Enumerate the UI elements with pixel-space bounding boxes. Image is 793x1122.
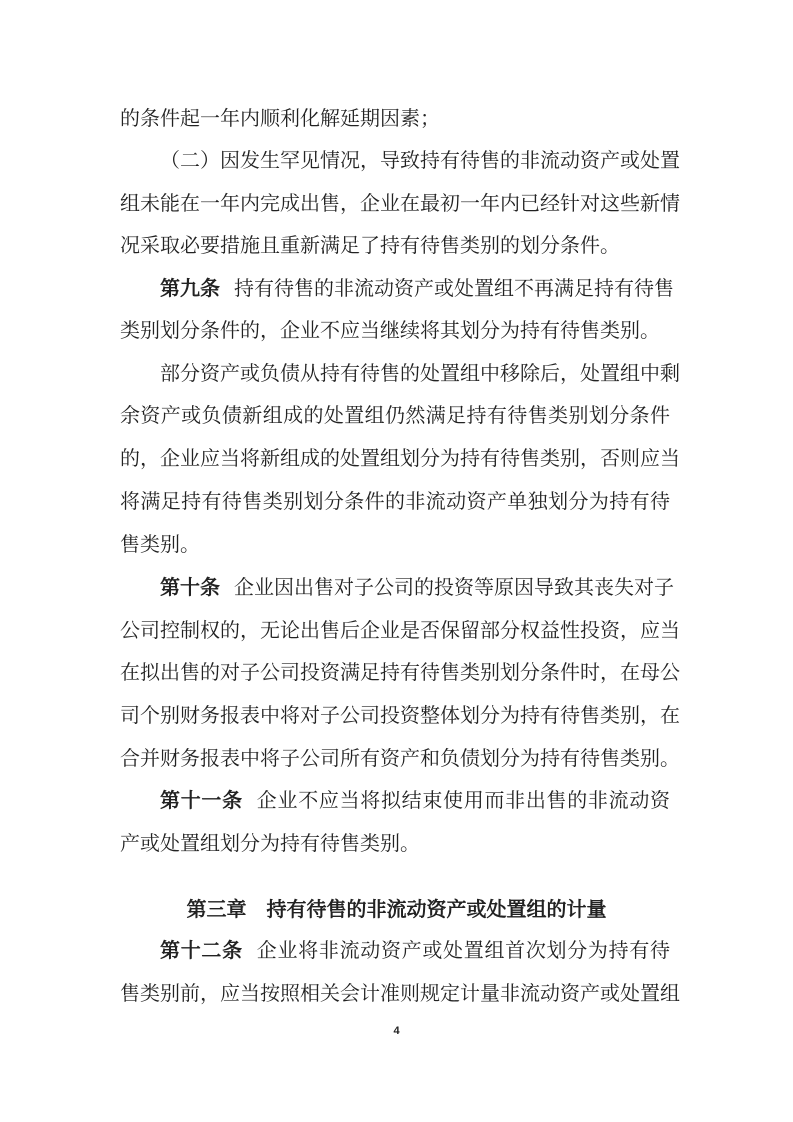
line-text: 售类别。	[120, 532, 200, 556]
paragraph-line	[120, 657, 680, 687]
line-text: 产或处置组划分为持有待售类别。	[120, 831, 420, 855]
article-number: 第十条	[160, 575, 220, 599]
line-text: 在拟出售的对子公司投资满足持有待售类别划分条件时，在母公	[120, 660, 680, 684]
paragraph-line	[160, 358, 680, 388]
line-text: （二）因发生罕见情况，导致持有待售的非流动资产或处置	[160, 148, 680, 172]
paragraph-line	[160, 935, 670, 965]
paragraph-line	[120, 230, 670, 260]
article-number: 第十二条	[160, 938, 243, 962]
paragraph-line	[120, 400, 670, 430]
paragraph-line	[120, 529, 670, 559]
line-text: 企业因出售对子公司的投资等原因导致其丧失对子	[234, 575, 674, 599]
line-text: 部分资产或负债从持有待售的处置组中移除后，处置组中剩	[160, 361, 680, 385]
line-text: 公司控制权的，无论出售后企业是否保留部分权益性投资，应当	[120, 618, 680, 642]
line-text: 司个别财务报表中将对子公司投资整体划分为持有待售类别，在	[120, 703, 680, 727]
article-number: 第九条	[160, 276, 220, 300]
line-text: 组未能在一年内完成出售，企业在最初一年内已经针对这些新情	[120, 191, 680, 215]
line-text: 类别划分条件的，企业不应当继续将其划分为持有待售类别。	[120, 318, 660, 342]
paragraph-line	[120, 978, 680, 1008]
page-number: 4	[393, 1025, 400, 1037]
line-text: 持有待售的非流动资产或处置组不再满足持有待售	[234, 276, 674, 300]
paragraph-line	[160, 145, 680, 175]
paragraph-line	[120, 615, 680, 645]
line-text: 合并财务报表中将子公司所有资产和负债划分为持有待售类别。	[120, 746, 680, 770]
paragraph-line	[120, 743, 680, 773]
line-text: 企业不应当将拟结束使用而非出售的非流动资	[256, 788, 671, 812]
line-text: 的条件起一年内顺利化解延期因素；	[120, 106, 440, 130]
paragraph-line	[120, 315, 670, 345]
paragraph-line	[120, 486, 670, 516]
chapter-heading: 第三章 持有待售的非流动资产或处置组的计量	[186, 897, 607, 921]
paragraph-line	[160, 273, 674, 303]
line-text: 企业将非流动资产或处置组首次划分为持有待	[256, 938, 671, 962]
line-text: 的，企业应当将新组成的处置组划分为持有待售类别，否则应当	[120, 446, 680, 470]
paragraph-line	[120, 188, 680, 218]
paragraph-line	[120, 700, 680, 730]
paragraph-line	[160, 572, 674, 602]
paragraph-line	[120, 828, 670, 858]
article-number: 第十一条	[160, 788, 243, 812]
paragraph-line	[120, 443, 680, 473]
line-text: 况采取必要措施且重新满足了持有待售类别的划分条件。	[120, 233, 620, 257]
line-text: 将满足持有待售类别划分条件的非流动资产单独划分为持有待	[120, 489, 670, 513]
paragraph-line	[120, 103, 670, 133]
line-text: 售类别前，应当按照相关会计准则规定计量非流动资产或处置组	[120, 981, 680, 1005]
line-text: 余资产或负债新组成的处置组仍然满足持有待售类别划分条件	[120, 403, 670, 427]
paragraph-line	[160, 785, 670, 815]
